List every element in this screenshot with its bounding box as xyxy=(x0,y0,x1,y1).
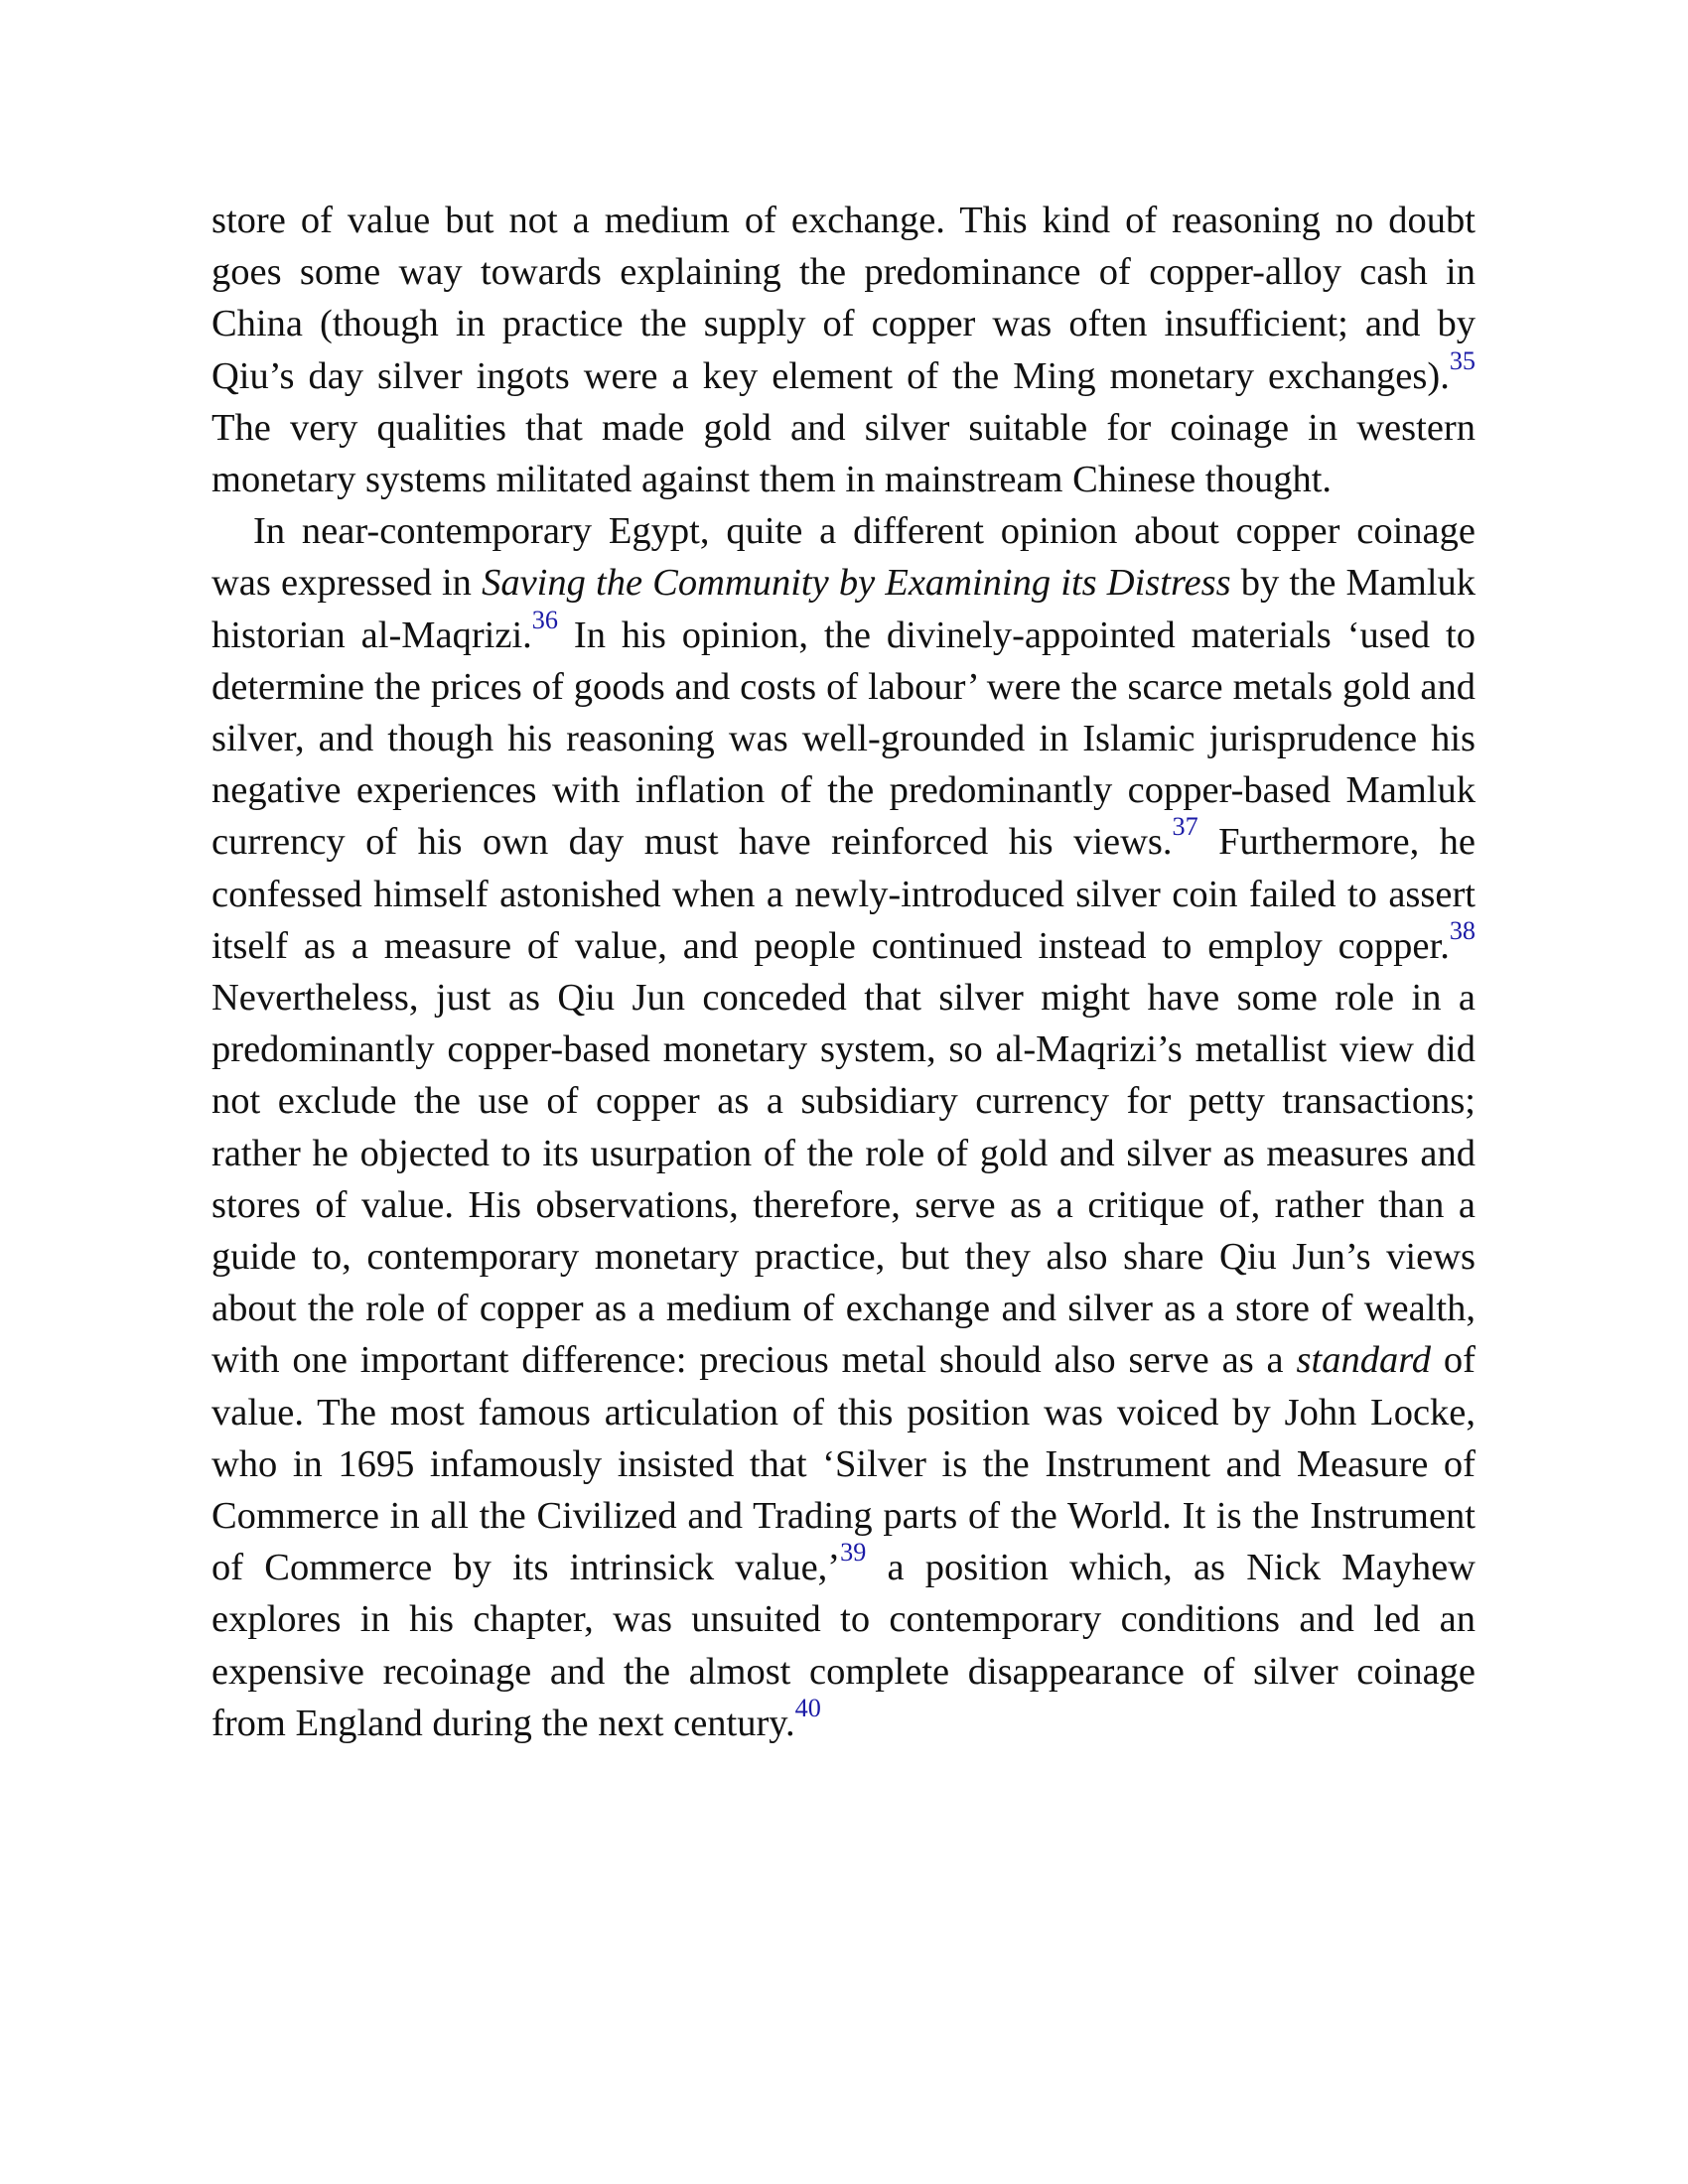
footnote-ref-35[interactable]: 35 xyxy=(1449,345,1476,375)
footnote-ref-39[interactable]: 39 xyxy=(840,1538,867,1568)
footnote-ref-38[interactable]: 38 xyxy=(1449,916,1476,945)
paragraph-text: In near-contemporary Egypt, quite a different opinion about copper coinage was expressed in xyxy=(211,510,1476,605)
paragraph-text: a position which, as Nick Mayhew explores in his chapter, was unsuited to contemporary conditions and led an expensive recoinage and the almost complete disappearance of silver coinage from England during the next century. xyxy=(211,1547,1476,1744)
paragraph-text: Furthermore, he confessed himself astonished when a newly-introduced silver coin failed to assert itself as a measure of value, and people continued instead to employ copper. xyxy=(211,821,1476,967)
footnote-ref-40[interactable]: 40 xyxy=(794,1694,821,1723)
paragraph-1 xyxy=(211,195,1476,505)
paragraph-text: of value. The most famous articulation of this position was voiced by John Locke, who in 1695 infamously insisted that ‘Silver is the Instrument and Measure of Commerce in all the Civilized and Trading parts of the World. It is the Instrument of Commerce by its intrinsick value,’ xyxy=(211,1339,1476,1589)
paragraph-text: store of value but not a medium of exchange. This kind of reasoning no doubt goes some way towards explaining the predominance of copper-alloy cash in China (though in practice the supply of copper was often insufficient; and by Qiu’s day silver ingots were a key element of the Ming monetary exchanges). xyxy=(211,200,1476,397)
paragraph-text: by the Mamluk historian al-Maqrizi. xyxy=(211,562,1477,656)
footnote-ref-36[interactable]: 36 xyxy=(531,605,558,634)
footnote-ref-37[interactable]: 37 xyxy=(1172,812,1198,842)
emphasis-standard: standard xyxy=(1296,1339,1432,1382)
book-title: Saving the Community by Examining its Distress xyxy=(482,562,1231,605)
paragraph-text: In his opinion, the divinely-appointed materials ‘used to determine the prices of goods and costs of labour’ were the scarce metals gold and silver, and though his reasoning was well-grounded in Islamic jurisprudence his negative experiences with inflation of the predominantly copper-based Mamluk currency of his own day must have reinforced his views. xyxy=(211,614,1476,864)
page-body xyxy=(211,195,1476,1749)
paragraph-text: Nevertheless, just as Qiu Jun conceded that silver might have some role in a predominantly copper-based monetary system, so al-Maqrizi’s metallist view did not exclude the use of copper as a subsidiary currency for petty transactions; rather he objected to its usurpation of the role of gold and silver as measures and stores of value. His observations, therefore, serve as a critique of, rather than a guide to, contemporary monetary practice, but they also share Qiu Jun’s views about the role of copper as a medium of exchange and silver as a store of wealth, with one important difference: precious metal should also serve as a xyxy=(211,977,1476,1382)
paragraph-text: The very qualities that made gold and silver suitable for coinage in western monetary systems militated against them in mainstream Chinese thought. xyxy=(211,406,1476,501)
paragraph-2 xyxy=(211,505,1476,1749)
